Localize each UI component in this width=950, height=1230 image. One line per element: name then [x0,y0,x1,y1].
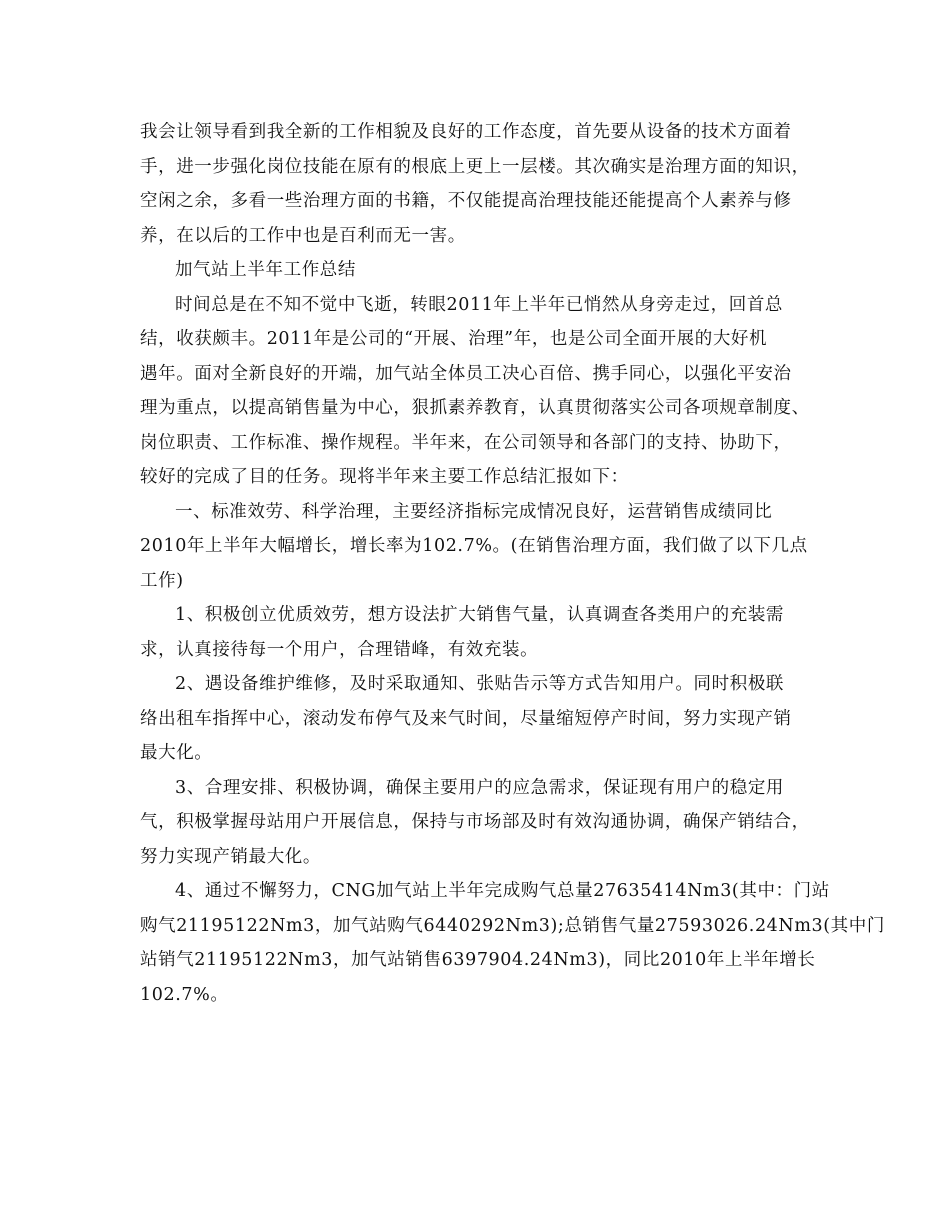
paragraph-first-line: 时间总是在不知不觉中飞逝，转眼2011年上半年已悄然从身旁走过，回首总 [175,294,784,315]
paragraph-line: 最大化。 [140,743,213,763]
paragraph-line: 空闲之余，多看一些治理方面的书籍，不仅能提高治理技能还能提高个人素养与修 [140,191,792,211]
paragraph-line: 我会让领导看到我全新的工作相貌及良好的工作态度，首先要从设备的技术方面着 [140,122,792,142]
paragraph-line: 理为重点，以提高销售量为中心，狠抓素养教育，认真贯彻落实公司各项规章制度、 [140,398,810,418]
paragraph-line: 遇年。面对全新良好的开端，加气站全体员工决心百倍、携手同心，以强化平安治 [140,363,792,384]
paragraph-line: 结，收获颇丰。2011年是公司的“开展、治理”年，也是公司全面开展的大好机 [140,329,768,349]
paragraph-line: 气，积极掌握母站用户开展信息，保持与市场部及时有效沟通协调，确保产销结合， [140,812,810,832]
paragraph-first-line: 一、标准效劳、科学治理，主要经济指标完成情况良好，运营销售成绩同比 [175,501,773,522]
paragraph-line: 络出租车指挥中心，滚动发布停气及来气时间，尽量缩短停产时间，努力实现产销 [140,708,792,729]
paragraph-line: 养，在以后的工作中也是百利而无一害。 [140,225,466,246]
paragraph-line: 工作) [140,570,184,591]
paragraph-first-line: 2、遇设备维护维修，及时采取通知、张贴告示等方式告知用户。同时积极联 [175,674,785,694]
paragraph-line: 102.7%。 [140,984,229,1005]
paragraph-first-line: 4、通过不懈努力，CNG加气站上半年完成购气总量27635414Nm3(其中：门站 [175,881,830,901]
paragraph-line: 2010年上半年大幅增长，增长率为102.7%。(在销售治理方面，我们做了以下几点 [140,536,808,556]
paragraph-line: 岗位职责、工作标准、操作规程。半年来，在公司领导和各部门的支持、协助下， [140,432,792,453]
paragraph-first-line: 加气站上半年工作总结 [175,260,356,280]
document-body [140,115,885,1012]
paragraph-line: 手，进一步强化岗位技能在原有的根底上更上一层楼。其次确实是治理方面的知识， [140,156,810,177]
paragraph-first-line: 1、积极创立优质效劳，想方设法扩大销售气量，认真调查各类用户的充装需 [175,605,785,625]
paragraph-line: 求，认真接待每一个用户，合理错峰，有效充装。 [140,639,539,660]
paragraph-line: 站销气21195122Nm3，加气站销售6397904.24Nm3)，同比2010年上半年增长 [140,950,816,970]
paragraph-first-line: 3、合理安排、积极协调，确保主要用户的应急需求，保证现有用户的稳定用 [175,777,785,798]
paragraph-line: 努力实现产销最大化。 [140,846,321,867]
paragraph-line: 较好的完成了目的任务。现将半年来主要工作总结汇报如下： [140,467,629,487]
paragraph-line: 购气21195122Nm3，加气站购气6440292Nm3);总销售气量27593026.24Nm3(其中门 [140,915,885,936]
